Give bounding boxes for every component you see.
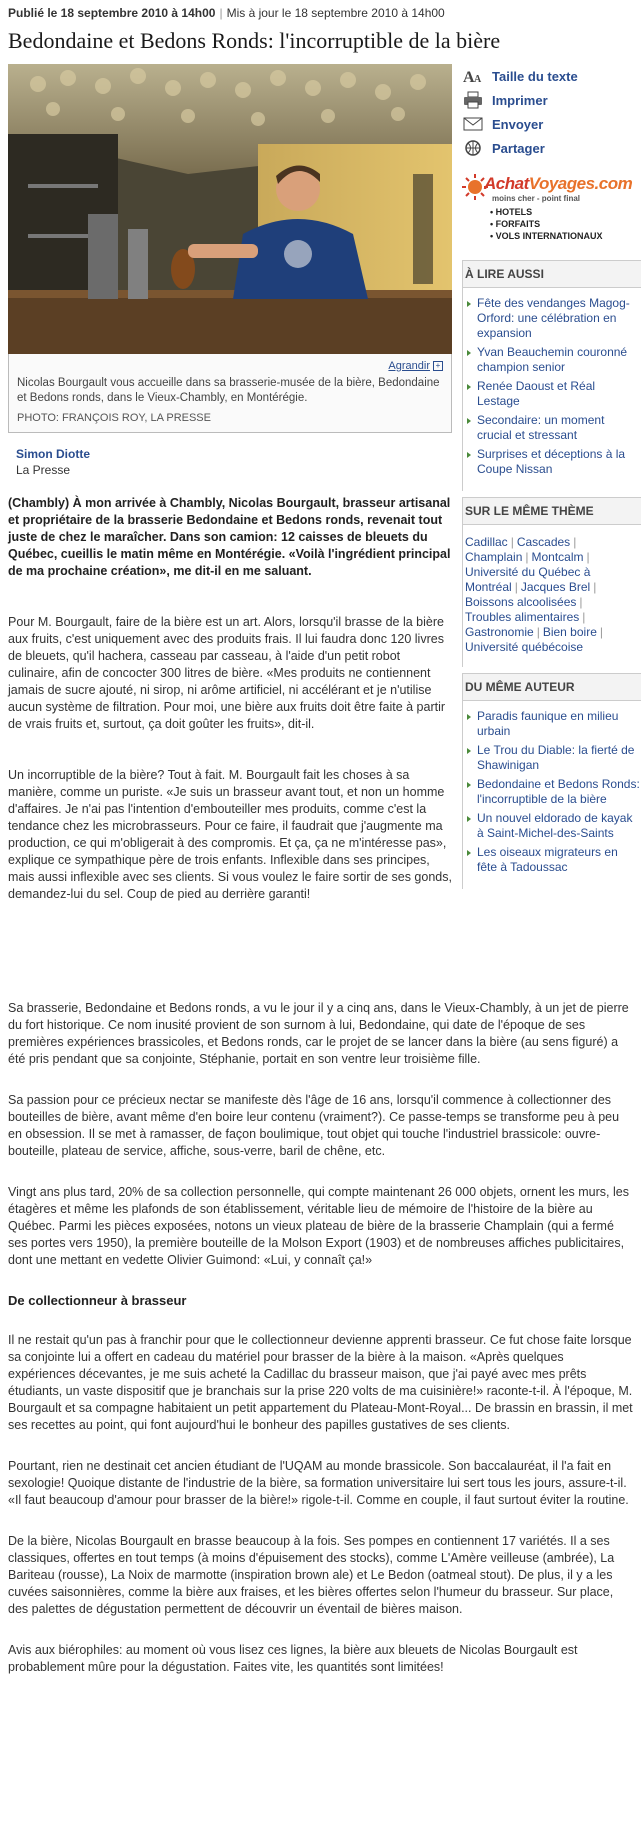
meme-auteur-heading: DU MÊME AUTEUR [463,673,641,701]
article-paragraph-7: Pourtant, rien ne destinait cet ancien étudiant de l'UQAM au monde brassicole. Son baccalauréat, il l'a fait en sexologie! Quoique distante de l'industrie de la bière, sa formation universitaire lui sert tous les jours, assure-t-il. «Il faut beaucoup d'amour pour brasser de la bière!» rigole-t-il. Comme en couple, il faut surtout éviter la routine. [8,1459,629,1507]
article-photo[interactable] [8,64,452,354]
ad-items [490,206,603,242]
tag-link[interactable]: Troubles alimentaires [465,610,580,624]
ad-item: • HOTELS [490,206,603,218]
byline [16,447,452,477]
share-icon [462,139,484,157]
photo-illustration [8,64,452,354]
author-article-link[interactable]: Paradis faunique en milieu urbain [463,709,641,739]
publication-info: Publié le 18 septembre 2010 à 14h00 | Mis à jour le 18 septembre 2010 à 14h00 [8,6,445,20]
text-size-icon [462,67,484,85]
tag-link[interactable]: Cadillac [465,535,508,549]
meme-theme-box [462,497,641,667]
related-link[interactable]: Yvan Beauchemin couronné champion senior [463,345,641,375]
sidebar [462,64,641,889]
related-link[interactable]: Surprises et déceptions à la Coupe Nissan [463,447,641,477]
article-paragraph-6: Il ne restait qu'un pas à franchir pour que le collectionneur devienne apprenti brasseur. Ce fut chose faite lorsque sa conjointe lui a offert en cadeau du matériel pour brasser de la bière à la maison. «Après quelques expériences décevantes, je me suis acheté la Cadillac du brasseur maison, que j'ai payé avec mes prêts étudiants, un vaste dispositif que je branchais sur la prise 220 volts de ma cuisinière!» raconte-t-il. À l'époque, M. Bourgault et sa compagne habitaient un petit appartement du Plateau-Mont-Royal... De brassin en brassin, il met ses recettes au point, qui font aujourd'hui le bonheur des papilles gustatives de ses clients. [8,1333,633,1432]
article-title: Bedondaine et Bedons Ronds: l'incorruptible de la bière [8,28,501,53]
svg-text:A: A [474,74,482,85]
article-full-width-column [8,1000,633,1700]
article-paragraph-5: Vingt ans plus tard, 20% de sa collection personnelle, qui compte maintenant 26 000 objets, ornent les murs, les étagères et même les plafonds de son établissement, véritable lieu de mémoire de l'histoire de la bière au Québec. Parmi les pièces exposées, notons un vieux plateau de bière de la brasserie Champlain (qui a fermé ses portes vers 1950), la première bouteille de la Molson Export (1903) et de nombreuses affiches publicitaires, dont une mettant en vedette Olivier Guimond: «Lui, y connaît ça!» [8,1185,629,1267]
related-link[interactable]: Renée Daoust et Réal Lestage [463,379,641,409]
tag-link[interactable]: Boissons alcoolisées [465,595,577,609]
enlarge-link[interactable]: Agrandir + [17,360,443,372]
tag-link[interactable]: Bien boire [542,625,597,639]
tag-link[interactable]: Gastronomie [465,625,534,639]
article-paragraph-8: De la bière, Nicolas Bourgault en brasse beaucoup à la fois. Ses pompes en contiennent 17 variétés. Il a ses classiques, offertes en tout temps (à moins d'épuisement des stocks), comme L'Amère veilleuse (ambrée), La Bariteau (rousse), La Noix de marmotte (inspiration brown ale) et Le Bedon (oatmeal stout). De plus, il y a les cuvées saisonnières, comme la bière aux fraises, et les bières offertes selon l'humeur du brasseur. Sur place, des palettes de dégustation permettent de découvrir un éventail de bières maison. [8,1534,615,1616]
author-name[interactable]: Simon Diotte [16,447,90,461]
tag-link[interactable]: Université du Québec à Montréal [465,565,591,594]
print-button[interactable]: Imprimer [462,88,641,112]
photo-credit: PHOTO: FRANÇOIS ROY, LA PRESSE [17,412,211,424]
text-size-button[interactable]: A A Taille du texte [463,68,578,85]
article-subheading: De collectionneur à brasseur [8,1293,187,1308]
ad-brand: AchatVoyages.com [484,174,633,193]
envelope-icon [462,115,484,133]
a-lire-aussi-heading: À LIRE AUSSI [463,260,641,288]
tag-link[interactable]: Champlain [465,550,523,564]
achatvoyages-ad[interactable] [462,174,641,254]
photo-caption-box [8,354,452,433]
related-link[interactable]: Secondaire: un moment crucial et stressant [463,413,641,443]
author-article-link[interactable]: Le Trou du Diable: la fierté de Shawinigan [463,743,641,773]
updated-date: Mis à jour le 18 septembre 2010 à 14h00 [226,6,445,20]
meme-theme-heading: SUR LE MÊME THÈME [463,497,641,525]
article-paragraph-3: Sa brasserie, Bedondaine et Bedons ronds, a vu le jour il y a cinq ans, dans le Vieux-Chambly, à un jet de pierre du fort historique. Ce nom inusité provient de son surnom à lui, Bedondaine, qui date de l'époque de ses premières expériences brassicoles, et Bedons ronds, car le projet de se lancer dans la bière (au sens figuré) a été pris pendant que sa conjointe, Stéphanie, portait en son ventre leur troisième fille. [8,1001,629,1066]
share-button[interactable]: Partager [462,136,641,160]
plus-icon: + [433,361,443,371]
related-link[interactable]: Fête des vendanges Magog-Orford: une célébration en expansion [463,296,641,341]
tag-link[interactable]: Jacques Brel [520,580,591,594]
svg-text:A: A [463,69,475,85]
author-article-link[interactable]: Bedondaine et Bedons Ronds: l'incorruptible de la bière [463,777,641,807]
meme-auteur-box [462,673,641,889]
theme-tags: Cadillac | Cascades | Champlain | Montcalm | Université du Québec à Montréal | Jacques Brel | Boissons alcoolisées | Troubles alimentaires | Gastronomie | Bien boire | Université québécoise [465,535,603,654]
tag-link[interactable]: Montcalm [531,550,584,564]
ad-item: • FORFAITS [490,218,603,230]
author-source: La Presse [16,463,71,477]
a-lire-aussi-box [462,260,641,491]
tag-link[interactable]: Cascades [516,535,571,549]
article-paragraph-2: Un incorruptible de la bière? Tout à fait. M. Bourgault fait les choses à sa manière, comme un puriste. «Je suis un brasseur avant tout, et non un homme d'affaires. Je n'ai pas l'intention d'embouteiller mes produits, comme c'est la tendance chez les microbrasseurs. Pour ce faire, il faudrait que j'augmente ma production, ce qui m'obligerait à des compromis. Et ça, ça ne m'intéresse pas», explique ce sympathique père de trois enfants. Inflexible dans ses principes, mais aussi inflexible avec ses clients. Si vous voulez le faire sortir de ses gonds, demandez-lui du sel. Coup de pied au derrière garanti! [8,768,452,901]
author-article-link[interactable]: Un nouvel eldorado de kayak à Saint-Michel-des-Saints [463,811,641,841]
article-paragraph-4: Sa passion pour ce précieux nectar se manifeste dès l'âge de 16 ans, lorsqu'il commence à collectionner des bouteilles de bière, avant même d'en boire leur contenu (vraiment?). Ce passe-temps se transforme peu à peu en obsession. Il se met à ramasser, de façon boulimique, tout objet qui touche l'industriel brassicole: ouvre-bouteille, plateau de service, affiche, sous-verre, baril de chêne, etc. [8,1093,620,1158]
photo-caption: Nicolas Bourgault vous accueille dans sa brasserie-musée de la bière, Bedondaine et Bedons ronds, dans le Vieux-Chambly, en Montérégie. [17,377,440,404]
article-paragraph-1: Pour M. Bourgault, faire de la bière est un art. Alors, lorsqu'il brasse de la bière aux fruits, c'est uniquement avec des produits frais. Il lui faudra donc 120 livres de bleuets, qu'il hachera, casseau par casseau, à l'aide d'un petit robot culinaire, afin de concocter 300 litres de bière. «Mes produits ne contiennent jamais de sucre ajouté, ni sirop, ni arôme artificiel, ni accélérant et je n'utilise aucun système de filtration. Pour moi, une bière aux fruits doit être faite à partir de vrais fruits et, surtout, ça doit goûter les fruits», dit-il. [8,615,446,731]
published-date: Publié le 18 septembre 2010 à 14h00 [8,6,216,20]
ad-tagline: moins cher - point final [492,194,581,203]
author-article-link[interactable]: Les oiseaux migrateurs en fête à Tadoussac [463,845,641,875]
article-lede: (Chambly) À mon arrivée à Chambly, Nicolas Bourgault, brasseur artisanal et propriétaire de la brasserie Bedondaine et Bedons ronds, revenait tout juste de chez le maraîcher. Dans son camion: 12 caisses de bleuets du Québec, cueillis le matin même en Montérégie. «Voilà l'ingrédient principal de ma prochaine création», me dit-il en me saluant. [8,496,451,578]
ad-item: • VOLS INTERNATIONAUX [490,230,603,242]
article-main-column [8,64,452,903]
send-button[interactable]: Envoyer [462,112,641,136]
tag-link[interactable]: Université québécoise [465,640,584,654]
article-paragraph-9: Avis aux biérophiles: au moment où vous lisez ces lignes, la bière aux bleuets de Nicolas Bourgault est probablement mûre pour la dégustation. Faites vite, les quantités sont limitées! [8,1643,578,1674]
printer-icon [462,91,484,109]
